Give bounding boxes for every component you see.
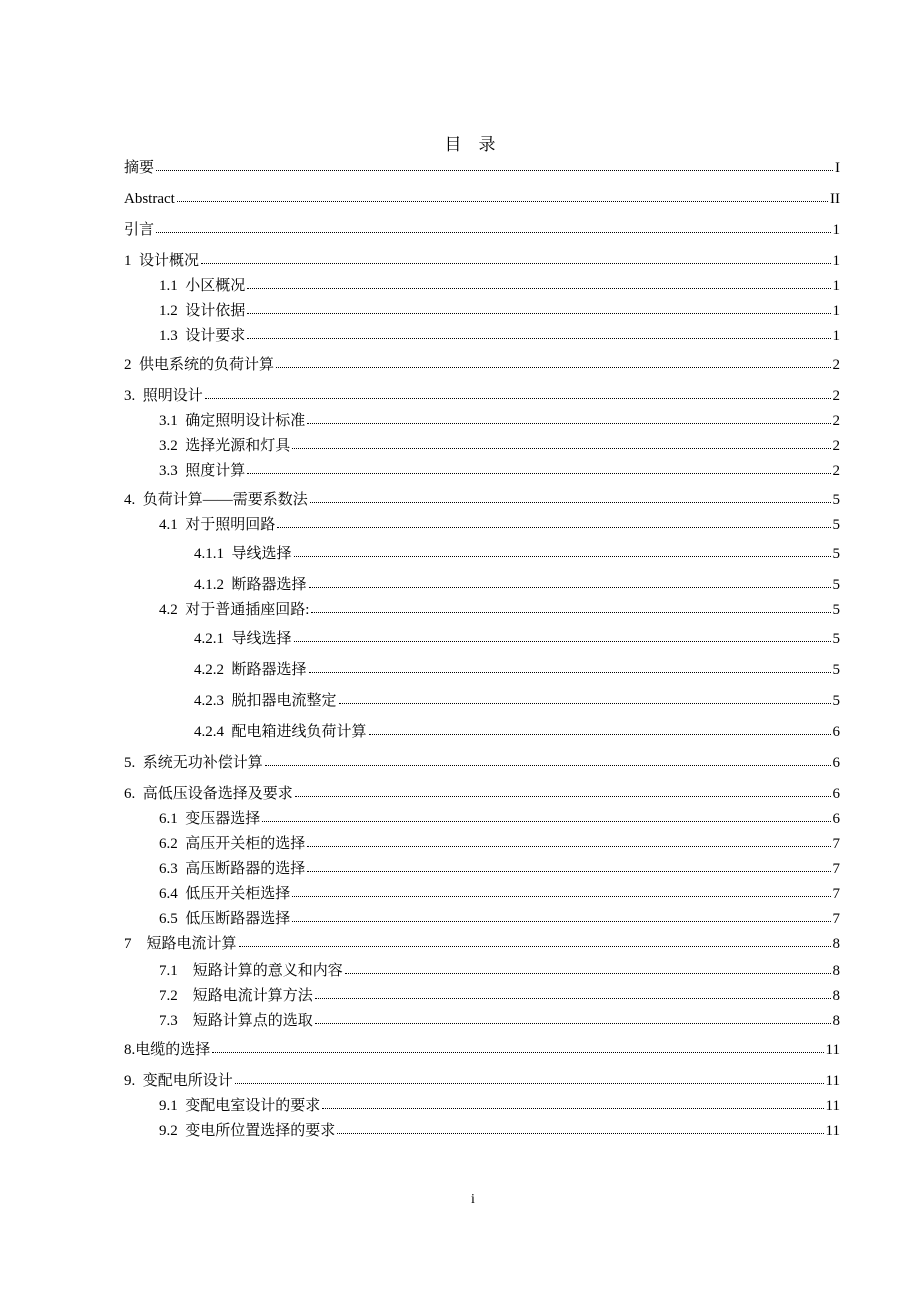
toc-entry-label: 确定照明设计标准 <box>185 413 306 429</box>
toc-entry-1[interactable] <box>124 251 840 270</box>
table-of-contents <box>124 158 840 1140</box>
toc-entry-number: 9. <box>124 1073 143 1089</box>
toc-entry-label: 对于普通插座回路: <box>185 602 310 618</box>
toc-entry-label: 导线选择 <box>231 631 292 647</box>
dot-leader <box>156 220 830 234</box>
toc-entry-4-2-4[interactable] <box>124 722 840 741</box>
toc-entry-page: 1 <box>832 222 840 238</box>
dot-leader <box>276 355 830 369</box>
toc-entry-label: 断路器选择 <box>231 662 307 678</box>
toc-entry-page: I <box>835 160 840 176</box>
toc-entry-number: 9.1 <box>159 1098 186 1114</box>
dot-leader <box>292 884 830 898</box>
toc-entry-number: 6. <box>124 786 143 802</box>
toc-entry-label: 设计要求 <box>185 328 246 344</box>
toc-entry-page: 6 <box>832 811 840 827</box>
toc-entry-label: 变电所位置选择的要求 <box>185 1123 336 1139</box>
toc-entry-number: 4.1.2 <box>194 577 232 593</box>
toc-entry-page: 7 <box>832 861 840 877</box>
toc-entry-9-1[interactable] <box>124 1096 840 1115</box>
toc-entry-1-3[interactable] <box>124 326 840 345</box>
toc-entry-page: 8 <box>832 988 840 1004</box>
toc-entry-number: 3.2 <box>159 438 186 454</box>
toc-entry-4-2-2[interactable] <box>124 660 840 679</box>
toc-entry-label: 导线选择 <box>231 546 292 562</box>
dot-leader <box>309 660 831 674</box>
dot-leader <box>247 301 830 315</box>
dot-leader <box>201 251 830 265</box>
toc-entry-7-2[interactable] <box>124 986 840 1005</box>
toc-entry-6-4[interactable] <box>124 884 840 903</box>
toc-entry-page: 2 <box>832 463 840 479</box>
toc-entry-page: 5 <box>832 662 840 678</box>
toc-entry-page: 1 <box>832 303 840 319</box>
toc-entry-page: 11 <box>825 1123 840 1139</box>
dot-leader <box>177 189 828 203</box>
page-number-footer: i <box>471 1192 475 1207</box>
toc-entry-abstract-en[interactable] <box>124 189 840 208</box>
toc-entry-page: 5 <box>832 546 840 562</box>
dot-leader <box>311 600 830 614</box>
toc-entry-6[interactable] <box>124 784 840 803</box>
toc-entry-label: 摘要 <box>124 160 155 176</box>
toc-entry-page: 6 <box>832 786 840 802</box>
toc-entry-1-1[interactable] <box>124 276 840 295</box>
dot-leader <box>247 326 830 340</box>
toc-entry-label: 高压断路器的选择 <box>185 861 306 877</box>
toc-entry-label: 高压开关柜的选择 <box>185 836 306 852</box>
toc-entry-number: 1.2 <box>159 303 186 319</box>
toc-entry-page: 5 <box>832 631 840 647</box>
toc-entry-number: 6.3 <box>159 861 186 877</box>
dot-leader <box>294 544 831 558</box>
toc-entry-1-2[interactable] <box>124 301 840 320</box>
toc-entry-label: 配电箱进线负荷计算 <box>231 724 367 740</box>
toc-entry-label: 照度计算 <box>185 463 246 479</box>
toc-entry-4-1-1[interactable] <box>124 544 840 563</box>
dot-leader <box>247 276 830 290</box>
toc-entry-number: 3.3 <box>159 463 186 479</box>
toc-entry-page: 11 <box>825 1098 840 1114</box>
toc-entry-label: 低压开关柜选择 <box>185 886 291 902</box>
dot-leader <box>315 1011 831 1025</box>
toc-entry-page: 8 <box>832 1013 840 1029</box>
toc-entry-page: 7 <box>832 911 840 927</box>
toc-entry-4[interactable] <box>124 490 840 509</box>
toc-entry-label: 选择光源和灯具 <box>185 438 291 454</box>
toc-entry-page: II <box>830 191 840 207</box>
toc-entry-3[interactable] <box>124 386 840 405</box>
dot-leader <box>307 859 830 873</box>
toc-entry-number: 6.5 <box>159 911 186 927</box>
dot-leader <box>294 629 831 643</box>
toc-entry-label: Abstract <box>124 191 175 207</box>
toc-entry-label: 引言 <box>124 222 155 238</box>
toc-entry-page: 5 <box>832 693 840 709</box>
toc-entry-6-3[interactable] <box>124 859 840 878</box>
dot-leader <box>322 1096 823 1110</box>
toc-entry-3-1[interactable] <box>124 411 840 430</box>
toc-entry-7[interactable] <box>124 934 840 953</box>
toc-entry-page: 6 <box>832 724 840 740</box>
toc-entry-label: 脱扣器电流整定 <box>231 693 337 709</box>
dot-leader <box>337 1121 823 1135</box>
dot-leader <box>247 461 830 475</box>
toc-entry-label: 8.电缆的选择 <box>124 1042 211 1058</box>
dot-leader <box>156 158 833 172</box>
toc-entry-number: 4. <box>124 492 143 508</box>
toc-entry-label: 低压断路器选择 <box>185 911 291 927</box>
toc-entry-6-5[interactable] <box>124 909 840 928</box>
dot-leader <box>310 490 831 504</box>
toc-entry-3-3[interactable] <box>124 461 840 480</box>
toc-entry-7-1[interactable] <box>124 961 840 980</box>
toc-entry-label: 变配电所设计 <box>142 1073 233 1089</box>
toc-entry-number: 1.3 <box>159 328 186 344</box>
toc-entry-page: 5 <box>832 517 840 533</box>
dot-leader <box>212 1040 823 1054</box>
toc-entry-label: 短路电流计算方法 <box>192 988 313 1004</box>
toc-entry-number: 6.4 <box>159 886 186 902</box>
toc-entry-number: 5. <box>124 755 143 771</box>
toc-entry-8[interactable] <box>124 1040 840 1059</box>
toc-entry-page: 5 <box>832 492 840 508</box>
toc-entry-number: 2 <box>124 357 139 373</box>
dot-leader <box>265 753 831 767</box>
dot-leader <box>307 411 830 425</box>
dot-leader <box>295 784 831 798</box>
toc-entry-number: 4.2.2 <box>194 662 232 678</box>
toc-entry-number: 7.2 <box>159 988 193 1004</box>
toc-entry-4-1[interactable] <box>124 515 840 534</box>
toc-entry-4-2[interactable] <box>124 600 840 619</box>
toc-entry-label: 小区概况 <box>185 278 246 294</box>
toc-entry-number: 7 <box>124 936 147 952</box>
toc-entry-label: 短路电流计算 <box>146 936 237 952</box>
toc-entry-label: 变压器选择 <box>185 811 261 827</box>
toc-entry-label: 负荷计算——需要系数法 <box>142 492 308 508</box>
toc-entry-label: 变配电室设计的要求 <box>185 1098 321 1114</box>
toc-entry-label: 设计依据 <box>185 303 246 319</box>
toc-entry-number: 4.2.1 <box>194 631 232 647</box>
toc-entry-page: 2 <box>832 413 840 429</box>
toc-entry-3-2[interactable] <box>124 436 840 455</box>
toc-entry-6-2[interactable] <box>124 834 840 853</box>
toc-entry-page: 2 <box>832 438 840 454</box>
toc-entry-label: 断路器选择 <box>231 577 307 593</box>
dot-leader <box>239 934 831 948</box>
toc-entry-number: 4.1.1 <box>194 546 232 562</box>
toc-entry-label: 对于照明回路 <box>185 517 276 533</box>
dot-leader <box>292 909 830 923</box>
dot-leader <box>205 386 831 400</box>
toc-entry-number: 6.1 <box>159 811 186 827</box>
toc-entry-2[interactable] <box>124 355 840 374</box>
toc-entry-label: 高低压设备选择及要求 <box>142 786 293 802</box>
toc-entry-label: 照明设计 <box>142 388 203 404</box>
dot-leader <box>292 436 830 450</box>
toc-entry-intro[interactable] <box>124 220 840 239</box>
toc-entry-page: 11 <box>825 1073 840 1089</box>
toc-entry-4-1-2[interactable] <box>124 575 840 594</box>
dot-leader <box>345 961 831 975</box>
toc-entry-page: 1 <box>832 278 840 294</box>
dot-leader <box>309 575 831 589</box>
dot-leader <box>315 986 831 1000</box>
toc-entry-page: 8 <box>832 936 840 952</box>
dot-leader <box>235 1071 824 1085</box>
toc-entry-4-2-3[interactable] <box>124 691 840 710</box>
toc-entry-label: 设计概况 <box>139 253 200 269</box>
toc-entry-label: 供电系统的负荷计算 <box>139 357 275 373</box>
toc-entry-page: 7 <box>832 836 840 852</box>
dot-leader <box>262 809 830 823</box>
toc-entry-9-2[interactable] <box>124 1121 840 1140</box>
toc-entry-number: 1 <box>124 253 139 269</box>
toc-entry-number: 4.2.4 <box>194 724 232 740</box>
toc-entry-page: 8 <box>832 963 840 979</box>
toc-entry-page: 1 <box>832 253 840 269</box>
toc-entry-page: 1 <box>832 328 840 344</box>
toc-entry-number: 7.3 <box>159 1013 193 1029</box>
toc-title: 目 录 <box>444 135 496 154</box>
toc-entry-page: 7 <box>832 886 840 902</box>
toc-entry-page: 5 <box>832 602 840 618</box>
toc-entry-5[interactable] <box>124 753 840 772</box>
dot-leader <box>307 834 830 848</box>
toc-entry-number: 7.1 <box>159 963 193 979</box>
toc-entry-number: 1.1 <box>159 278 186 294</box>
dot-leader <box>369 722 831 736</box>
toc-entry-4-2-1[interactable] <box>124 629 840 648</box>
toc-entry-page: 2 <box>832 357 840 373</box>
dot-leader <box>339 691 831 705</box>
toc-entry-abstract-cn[interactable] <box>124 158 840 177</box>
toc-entry-9[interactable] <box>124 1071 840 1090</box>
toc-entry-label: 短路计算的意义和内容 <box>192 963 343 979</box>
toc-entry-label: 系统无功补偿计算 <box>142 755 263 771</box>
toc-entry-6-1[interactable] <box>124 809 840 828</box>
toc-entry-page: 11 <box>825 1042 840 1058</box>
toc-entry-page: 5 <box>832 577 840 593</box>
toc-entry-number: 3. <box>124 388 143 404</box>
toc-entry-label: 短路计算点的选取 <box>192 1013 313 1029</box>
toc-entry-number: 4.2 <box>159 602 186 618</box>
toc-entry-7-3[interactable] <box>124 1011 840 1030</box>
toc-entry-number: 9.2 <box>159 1123 186 1139</box>
toc-entry-number: 6.2 <box>159 836 186 852</box>
toc-entry-number: 4.1 <box>159 517 186 533</box>
toc-entry-number: 4.2.3 <box>194 693 232 709</box>
dot-leader <box>277 515 830 529</box>
toc-entry-number: 3.1 <box>159 413 186 429</box>
toc-entry-page: 2 <box>832 388 840 404</box>
toc-entry-page: 6 <box>832 755 840 771</box>
